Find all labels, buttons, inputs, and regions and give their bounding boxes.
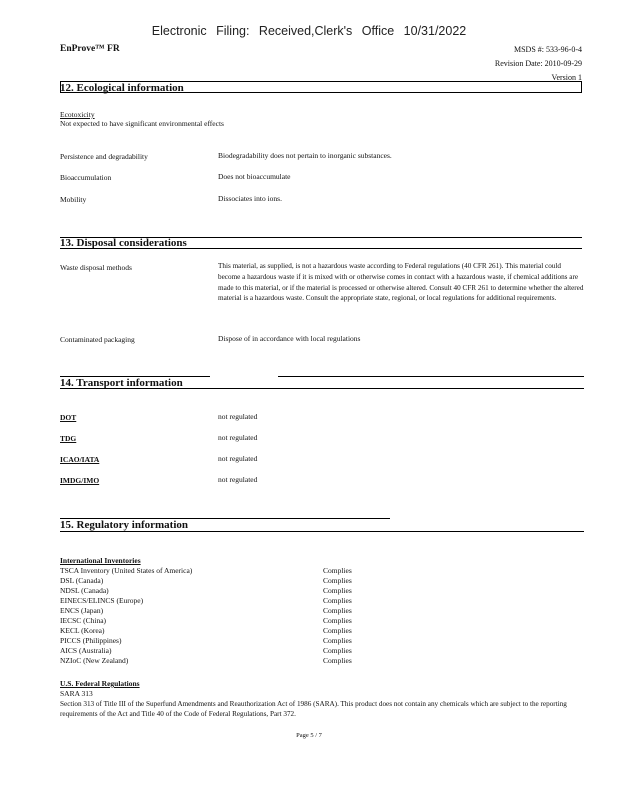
sara-313-heading: SARA 313 — [60, 689, 93, 698]
section-12-title: 12. Ecological information — [60, 82, 184, 94]
transport-tdg-label: TDG — [60, 434, 77, 443]
inventory-status: Complies — [323, 656, 352, 665]
inventory-name: ENCS (Japan) — [60, 606, 104, 615]
section-13-title: 13. Disposal considerations — [60, 237, 187, 249]
inventory-status: Complies — [323, 596, 352, 605]
inventory-row — [60, 606, 360, 616]
ecotoxicity-text: Not expected to have significant environmental effects — [60, 119, 224, 128]
waste-disposal-label: Waste disposal methods — [60, 263, 132, 272]
inventory-name: KECL (Korea) — [60, 626, 105, 635]
section-15-underline — [60, 531, 584, 532]
persistence-value: Biodegradability does not pertain to inorganic substances. — [218, 151, 392, 160]
waste-disposal-text: This material, as supplied, is not a hazardous waste according to Federal regulations (40 CFR 261). This material could become a hazardous waste if it is mixed with or otherwise comes in contact with a hazardous waste, if chemical additions are made to this material, or if the material is processed or otherwise altered. Consult 40 CFR 261 to determine whether the altered material is a hazardous waste. Consult the appropriate state, regional, or local regulations for additional requirements. — [218, 262, 584, 303]
section-14-underline — [60, 388, 584, 389]
section-14-title: 14. Transport information — [60, 377, 183, 389]
transport-icao-label: ICAO/IATA — [60, 455, 100, 464]
inventory-status: Complies — [323, 626, 352, 635]
inventory-status: Complies — [323, 566, 352, 575]
bioaccumulation-value: Does not bioaccumulate — [218, 172, 291, 181]
inventory-status: Complies — [323, 646, 352, 655]
version: Version 1 — [551, 73, 582, 82]
transport-imdg-label: IMDG/IMO — [60, 476, 100, 485]
filing-stamp: Electronic Filing: Received,Clerk's Office 10/31/2022 — [151, 24, 467, 38]
section-13-underline — [60, 248, 582, 249]
inventory-row — [60, 636, 360, 646]
msds-number: MSDS #: 533-96-0-4 — [513, 45, 582, 54]
inventory-status: Complies — [323, 576, 352, 585]
transport-dot-label: DOT — [60, 413, 77, 422]
us-federal-regulations-heading: U.S. Federal Regulations — [60, 679, 140, 688]
contaminated-packaging-label: Contaminated packaging — [60, 335, 135, 344]
inventory-row — [60, 566, 360, 576]
bioaccumulation-label: Bioaccumulation — [60, 173, 112, 182]
inventory-status: Complies — [323, 606, 352, 615]
ecotoxicity-label: Ecotoxicity — [60, 110, 95, 119]
inventory-name: DSL (Canada) — [60, 576, 104, 585]
inventory-status: Complies — [323, 616, 352, 625]
inventory-name: TSCA Inventory (United States of America) — [60, 566, 193, 575]
inventory-row — [60, 616, 360, 626]
inventory-name: AICS (Australia) — [60, 646, 112, 655]
revision-date: Revision Date: 2010-09-29 — [494, 59, 582, 68]
section-14-rule-right — [278, 376, 584, 377]
product-name: EnProve™ FR — [60, 44, 120, 54]
inventory-row — [60, 586, 360, 596]
page-number: Page 5 / 7 — [296, 732, 322, 739]
inventory-row — [60, 596, 360, 606]
transport-dot-value: not regulated — [218, 412, 258, 421]
transport-icao-value: not regulated — [218, 454, 258, 463]
inventory-name: NZIoC (New Zealand) — [60, 656, 129, 665]
inventory-row — [60, 646, 360, 656]
inventory-status: Complies — [323, 586, 352, 595]
inventory-row — [60, 576, 360, 586]
inventory-name: IECSC (China) — [60, 616, 107, 625]
inventory-name: PICCS (Philippines) — [60, 636, 122, 645]
inventory-row — [60, 656, 360, 666]
sara-313-text: Section 313 of Title III of the Superfund Amendments and Reauthorization Act of 1986 (SARA). This product does not contain any chemicals which are subject to the reporting requirements of the Act and Title 40 of the Code of Federal Regulations, Part 372. — [60, 700, 567, 718]
persistence-label: Persistence and degradability — [60, 152, 148, 161]
inventory-name: NDSL (Canada) — [60, 586, 109, 595]
inventory-row — [60, 626, 360, 636]
inventory-status: Complies — [323, 636, 352, 645]
contaminated-packaging-value: Dispose of in accordance with local regulations — [218, 334, 361, 343]
section-15-title: 15. Regulatory information — [60, 519, 189, 531]
transport-imdg-value: not regulated — [218, 475, 258, 484]
international-inventories-heading: International Inventories — [60, 556, 141, 565]
inventory-name: EINECS/ELINCS (Europe) — [60, 596, 144, 605]
mobility-label: Mobility — [60, 195, 87, 204]
transport-tdg-value: not regulated — [218, 433, 258, 442]
document-meta — [495, 43, 582, 85]
mobility-value: Dissociates into ions. — [218, 194, 282, 203]
